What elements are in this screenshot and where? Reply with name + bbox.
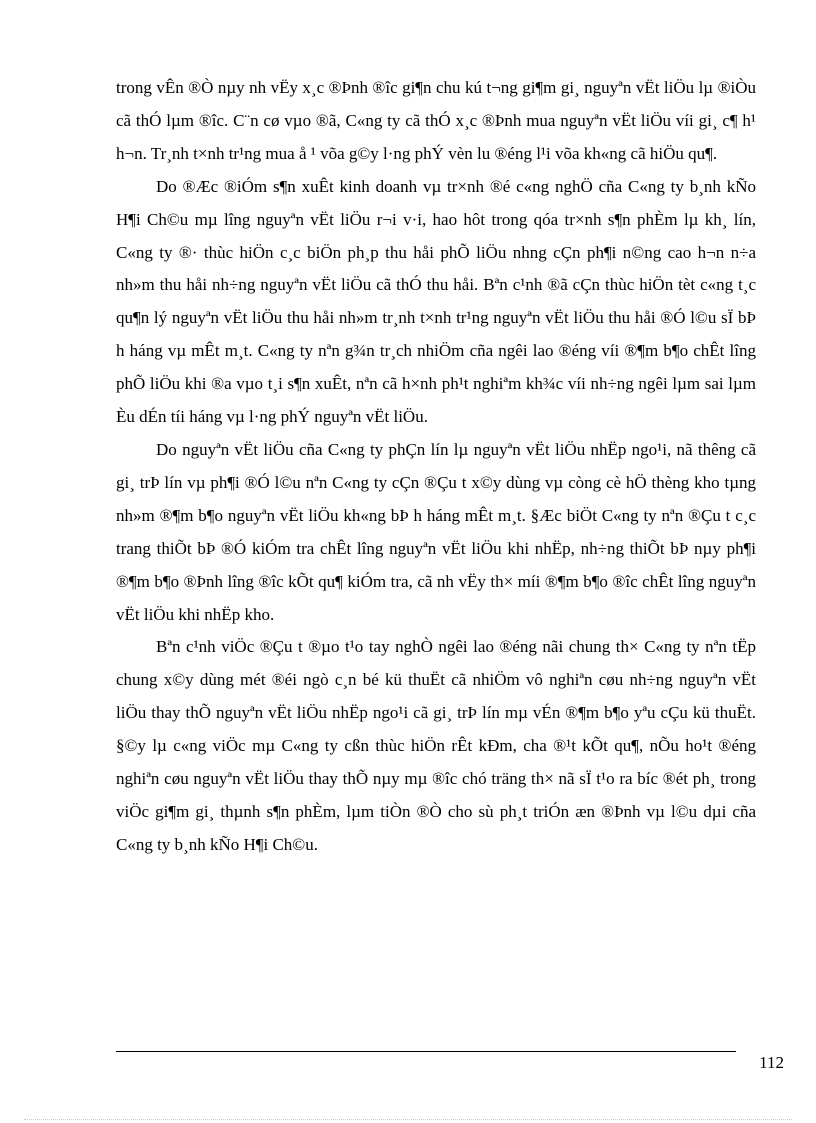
page-number: 112 xyxy=(759,1053,784,1072)
paragraph-2: Do ®Æc ®iÓm s¶n xuÊt kinh doanh vµ tr×nh ®é c«ng nghÖ cña C«ng ty b¸nh kÑo H¶i Ch©u mµ lîng nguyªn vËt liÖu r¬i v·i, hao hôt trong qóa tr×nh s¶n phÈm lµ kh¸ lín, C«ng ty ®· thùc hiÖn c¸c biÖn ph¸p thu håi phÕ liÖu nhng cÇn ph¶i n©ng cao h¬n n÷a nh»m thu håi nh÷ng nguyªn vËt liÖu cã thÓ thu håi. Bªn c¹nh ®ã cÇn thùc hiÖn tèt c«ng t¸c qu¶n lý nguyªn vËt liÖu thu håi nh»m tr¸nh t×nh tr¹ng nguyªn vËt liÖu thu håi ®Ó l©u sÏ bÞ h háng vµ mÊt m¸t. C«ng ty nªn g¾n tr¸ch nhiÖm cña ngêi lao ®éng víi ®¶m b¶o chÊt lîng phÕ liÖu khi ®a vµo t¸i s¶n xuÊt, nªn cã h×nh ph¹t nghiªm kh¾c víi nh÷ng ngêi lµm sai lµm Èu dÉn tíi háng vµ l·ng phÝ nguyªn vËt liÖu. xyxy=(116,176,756,427)
paragraph-3: Do nguyªn vËt liÖu cña C«ng ty phÇn lín lµ nguyªn vËt liÖu nhËp ngo¹i, nã thêng cã gi¸ trÞ lín vµ ph¶i ®Ó l©u nªn C«ng ty cÇn ®Çu t x©y dùng vµ còng cè hÖ thèng kho tµng nh»m ®¶m b¶o nguyªn vËt liÖu kh«ng bÞ h háng mÊt m¸t. §Æc biÖt C«ng ty nªn ®Çu t c¸c trang thiÕt bÞ ®Ó kiÓm tra chÊt lîng nguyªn vËt liÖu khi nhËp, nh÷ng thiÕt bÞ nµy ph¶i ®¶m b¶o ®Þnh lîng ®îc kÕt qu¶ kiÓm tra, cã nh vËy th× míi ®¶m b¶o ®îc chÊt lîng nguyªn vËt liÖu khi nhËp kho. xyxy=(116,439,756,624)
page-bottom-divider xyxy=(24,1119,792,1120)
body-text xyxy=(116,72,756,862)
footer-rule xyxy=(116,1051,736,1052)
paragraph-4: Bªn c¹nh viÖc ®Çu t ®µo t¹o tay nghÒ ngêi lao ®éng nãi chung th× C«ng ty nªn tËp chung x©y dùng mét ®éi ngò c¸n bé kü thuËt cã nhiÖm vô nghiªn cøu nh÷ng nguyªn vËt liÖu thay thÕ nguyªn vËt liÖu nhËp ngo¹i cã gi¸ trÞ lín mµ vÉn ®¶m b¶o yªu cÇu kü thuËt. §©y lµ c«ng viÖc mµ C«ng ty cßn thùc hiÖn rÊt kÐm, cha ®¹t kÕt qu¶, nÕu ho¹t ®éng nghiªn cøu nguyªn vËt liÖu thay thÕ nµy mµ ®îc chó träng th× nã sÏ t¹o ra bíc ®ét ph¸ trong viÖc gi¶m gi¸ thµnh s¶n phÈm, lµm tiÒn ®Ò cho sù ph¸t triÓn æn ®Þnh vµ l©u dµi cña C«ng ty b¸nh kÑo H¶i Ch©u. xyxy=(116,637,756,854)
paragraph-1: trong vÊn ®Ò nµy nh vËy x¸c ®Þnh ®îc gi¶n chu kú t¬ng gi¶m gi¸ nguyªn vËt liÖu lµ ®iÒu cã thÓ lµm ®îc. C¨n cø vµo ®ã, C«ng ty cã thÓ x¸c ®Þnh mua nguyªn vËt liÖu víi gi¸ c¶ h¹ h¬n. Tr¸nh t×nh tr¹ng mua å ¹ võa g©y l·ng phÝ vèn lu ®éng l¹i võa kh«ng cã hiÖu qu¶. xyxy=(116,78,756,163)
